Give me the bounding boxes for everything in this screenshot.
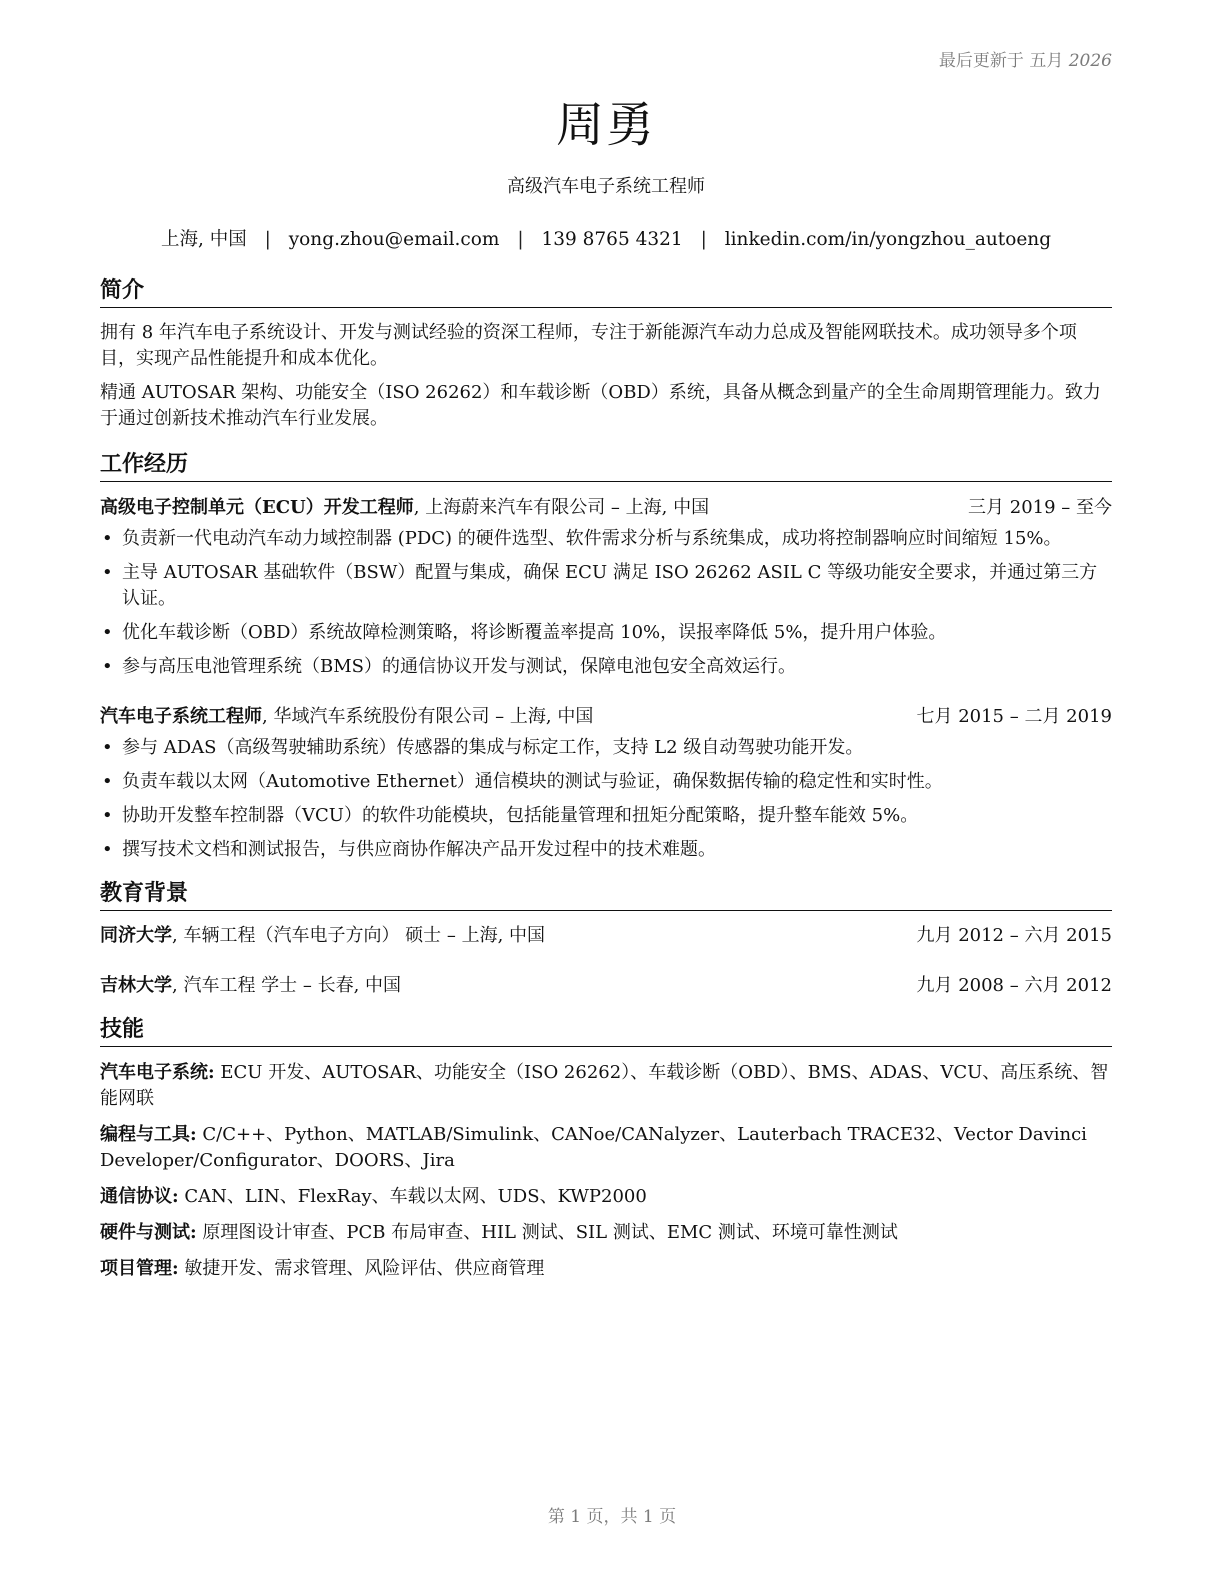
skill-row bbox=[100, 1122, 1112, 1174]
job-entry bbox=[100, 704, 1112, 863]
candidate-headline: 高级汽车电子系统工程师 bbox=[507, 176, 705, 197]
skills-section bbox=[100, 1015, 1112, 1282]
skill-row bbox=[100, 1184, 1112, 1210]
education-detail: , 车辆工程（汽车电子方向） 硕士 – 上海, 中国 bbox=[172, 925, 546, 946]
candidate-name: 周勇 bbox=[555, 97, 656, 153]
skill-label: 编程与工具: bbox=[100, 1124, 197, 1145]
skill-value: C/C++、Python、MATLAB/Simulink、CANoe/CANalyzer、Lauterbach TRACE32、Vector Davinci Developer/Configurator、DOORS、Jira bbox=[100, 1124, 1087, 1171]
education-dates: 九月 2008 – 六月 2012 bbox=[916, 975, 1112, 996]
contact-phone[interactable]: 139 8765 4321 bbox=[541, 229, 683, 250]
job-header bbox=[100, 704, 1112, 730]
job-bullet: • 参与 ADAS（高级驾驶辅助系统）传感器的集成与标定工作，支持 L2 级自动驾驶功能开发。 bbox=[100, 735, 1112, 761]
education-entry bbox=[100, 973, 1112, 999]
job-bullet: • 主导 AUTOSAR 基础软件（BSW）配置与集成，确保 ECU 满足 ISO 26262 ASIL C 等级功能安全要求，并通过第三方认证。 bbox=[100, 560, 1112, 612]
education-dates: 九月 2012 – 六月 2015 bbox=[916, 925, 1112, 946]
summary-section bbox=[100, 276, 1112, 432]
skill-value: 敏捷开发、需求管理、风险评估、供应商管理 bbox=[184, 1258, 545, 1279]
job-bullet: • 撰写技术文档和测试报告，与供应商协作解决产品开发过程中的技术难题。 bbox=[100, 837, 1112, 863]
contact-line bbox=[100, 225, 1112, 251]
job-company: , 上海蔚来汽车有限公司 – 上海, 中国 bbox=[413, 497, 710, 518]
education-school: 同济大学 bbox=[100, 925, 172, 946]
skill-label: 通信协议: bbox=[100, 1186, 179, 1207]
skill-value: CAN、LIN、FlexRay、车载以太网、UDS、KWP2000 bbox=[184, 1186, 647, 1207]
resume-page bbox=[100, 0, 1112, 1584]
contact-separator: | bbox=[700, 229, 707, 250]
job-bullets bbox=[100, 526, 1112, 680]
job-bullet: • 参与高压电池管理系统（BMS）的通信协议开发与测试，保障电池包安全高效运行。 bbox=[100, 654, 1112, 680]
job-dates: 七月 2015 – 二月 2019 bbox=[916, 706, 1112, 727]
job-bullets bbox=[100, 735, 1112, 863]
skill-label: 项目管理: bbox=[100, 1258, 179, 1279]
job-entry bbox=[100, 495, 1112, 680]
job-bullet: • 协助开发整车控制器（VCU）的软件功能模块，包括能量管理和扭矩分配策略，提升整车能效 5%。 bbox=[100, 803, 1112, 829]
education-section bbox=[100, 879, 1112, 999]
skill-label: 硬件与测试: bbox=[100, 1222, 197, 1243]
contact-linkedin[interactable]: linkedin.com/in/yongzhou_autoeng bbox=[724, 229, 1052, 250]
contact-separator: | bbox=[517, 229, 524, 250]
job-role: 汽车电子系统工程师 bbox=[100, 706, 262, 727]
section-title-experience: 工作经历 bbox=[100, 450, 1112, 482]
skill-row bbox=[100, 1060, 1112, 1112]
education-school: 吉林大学 bbox=[100, 975, 172, 996]
skill-value: ECU 开发、AUTOSAR、功能安全（ISO 26262）、车载诊断（OBD）、BMS、ADAS、VCU、高压系统、智能网联 bbox=[100, 1062, 1109, 1109]
job-role: 高级电子控制单元（ECU）开发工程师 bbox=[100, 497, 414, 518]
summary-paragraph: 精通 AUTOSAR 架构、功能安全（ISO 26262）和车载诊断（OBD）系统，具备从概念到量产的全生命周期管理能力。致力于通过创新技术推动汽车行业发展。 bbox=[100, 382, 1101, 429]
section-title-summary: 简介 bbox=[100, 276, 1112, 308]
job-bullet: • 优化车载诊断（OBD）系统故障检测策略，将诊断覆盖率提高 10%，误报率降低 5%，提升用户体验。 bbox=[100, 620, 1112, 646]
summary-paragraph: 拥有 8 年汽车电子系统设计、开发与测试经验的资深工程师，专注于新能源汽车动力总成及智能网联技术。成功领导多个项目，实现产品性能提升和成本优化。 bbox=[100, 322, 1077, 369]
last-updated bbox=[939, 46, 1112, 71]
education-entry bbox=[100, 923, 1112, 949]
education-detail: , 汽车工程 学士 – 长春, 中国 bbox=[172, 975, 402, 996]
last-updated-year: 2026 bbox=[1068, 51, 1112, 71]
contact-email[interactable]: yong.zhou@email.com bbox=[288, 229, 500, 250]
job-company: , 华域汽车系统股份有限公司 – 上海, 中国 bbox=[262, 706, 594, 727]
experience-section bbox=[100, 450, 1112, 871]
page-footer: 第 1 页，共 1 页 bbox=[547, 1507, 677, 1527]
job-bullet: • 负责车载以太网（Automotive Ethernet）通信模块的测试与验证，确保数据传输的稳定性和实时性。 bbox=[100, 769, 1112, 795]
job-header bbox=[100, 495, 1112, 521]
skill-value: 原理图设计审查、PCB 布局审查、HIL 测试、SIL 测试、EMC 测试、环境可靠性测试 bbox=[202, 1222, 898, 1243]
contact-location: 上海, 中国 bbox=[160, 229, 247, 250]
last-updated-label: 最后更新于 五月 bbox=[938, 51, 1064, 71]
section-title-education: 教育背景 bbox=[100, 879, 1112, 911]
job-bullet: • 负责新一代电动汽车动力域控制器 (PDC) 的硬件选型、软件需求分析与系统集成，成功将控制器响应时间缩短 15%。 bbox=[100, 526, 1112, 552]
section-title-skills: 技能 bbox=[100, 1015, 1112, 1047]
skill-label: 汽车电子系统: bbox=[100, 1062, 215, 1083]
skill-row bbox=[100, 1256, 1112, 1282]
job-dates: 三月 2019 – 至今 bbox=[968, 497, 1112, 518]
skill-row bbox=[100, 1220, 1112, 1246]
contact-separator: | bbox=[264, 229, 271, 250]
